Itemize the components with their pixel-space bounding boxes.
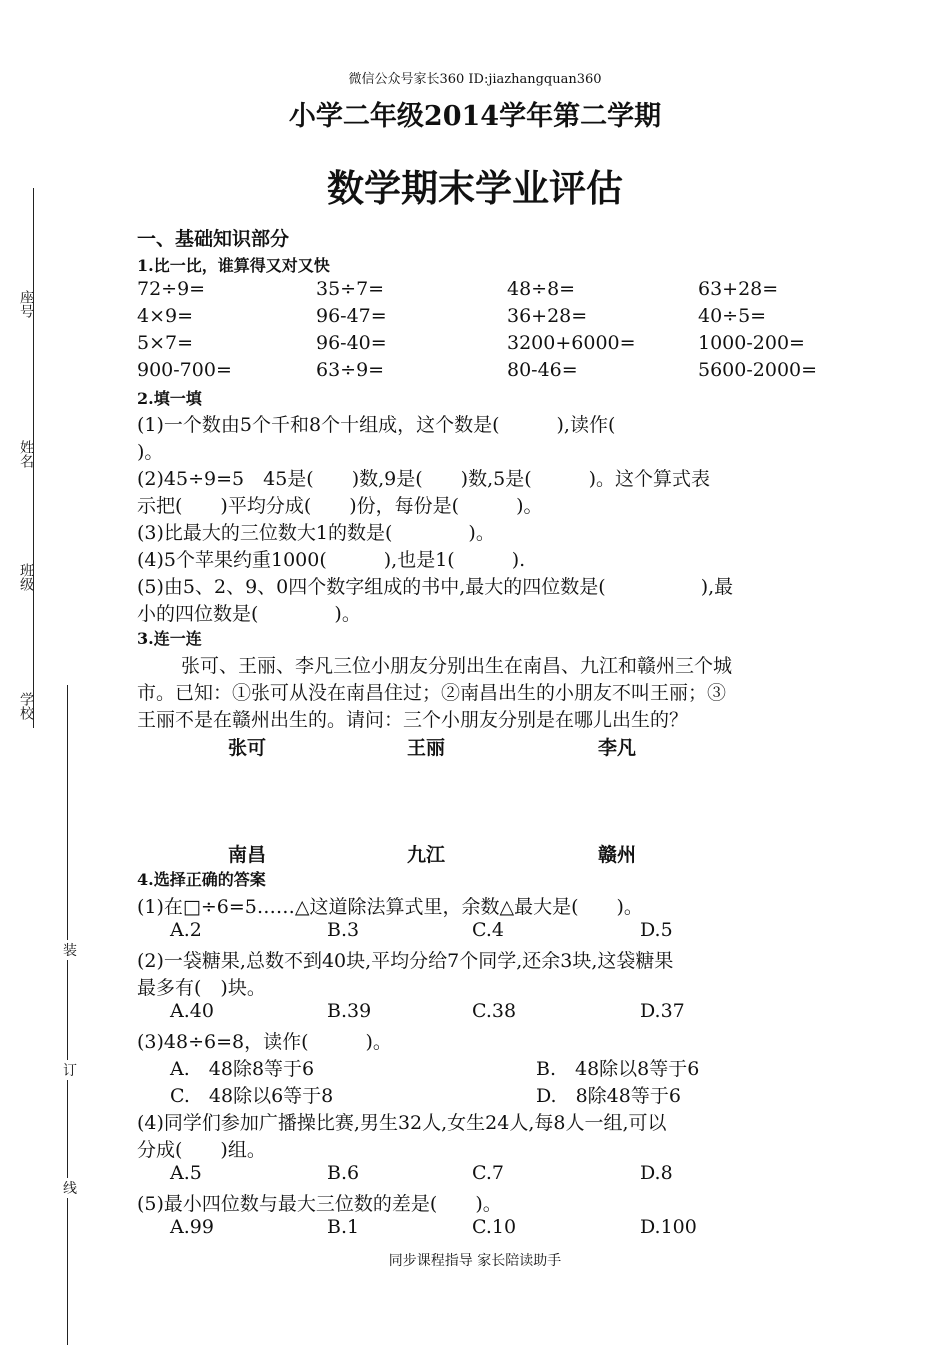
q3-city: 赣州 [598, 844, 637, 866]
q4-option: D.5 [640, 919, 673, 941]
q3-person: 王丽 [407, 737, 446, 759]
q4-p3: (3)48÷6=8，读作( )。 [137, 1031, 392, 1053]
seat-label: 座号 [18, 290, 34, 318]
q2-line: (4)5个苹果约重1000( ),也是1( ). [137, 549, 526, 571]
q1-title: 1.比一比，谁算得又对又快 [137, 256, 330, 275]
binding-line [67, 685, 68, 1345]
q4-option: D. 8除48等于6 [536, 1085, 681, 1107]
q4-option: A.2 [170, 919, 202, 941]
q4-option: B.1 [327, 1216, 360, 1238]
binding-char-zhuang: 装 [63, 940, 77, 960]
q4-option: B. 48除以8等于6 [536, 1058, 700, 1080]
section1-heading: 一、基础知识部分 [137, 228, 290, 250]
q4-option: C.7 [472, 1162, 504, 1184]
q4-p1: (1)在□÷6=5……△这道除法算式里，余数△最大是( )。 [137, 896, 643, 918]
q4-p2: 最多有( )块。 [137, 977, 266, 999]
header-watermark: 微信公众号家长360 ID:jiazhangquan360 [348, 72, 602, 87]
q4-p5: (5)最小四位数与最大三位数的差是( )。 [137, 1193, 502, 1215]
q3-person: 张可 [228, 737, 267, 759]
q4-p4: (4)同学们参加广播操比赛,男生32人,女生24人,每8人一组,可以 [137, 1112, 667, 1134]
q4-option: D.8 [640, 1162, 673, 1184]
q4-option: D.100 [640, 1216, 697, 1238]
q4-p4: 分成( )组。 [137, 1139, 266, 1161]
q3-city: 南昌 [228, 844, 267, 866]
q4-title: 4.选择正确的答案 [137, 870, 266, 889]
footer-text: 同步课程指导 家长陪读助手 [388, 1253, 562, 1269]
q4-option: C.38 [472, 1000, 517, 1022]
q1-cell: 5600-2000= [698, 359, 818, 381]
q1-cell: 72÷9= [137, 278, 206, 300]
q3-line: 市。已知：①张可从没在南昌住过；②南昌出生的小朋友不叫王丽；③ [137, 682, 727, 704]
q1-cell: 36+28= [507, 305, 588, 327]
q1-cell: 96-47= [316, 305, 387, 327]
q3-line: 王丽不是在赣州出生的。请问：三个小朋友分别是在哪儿出生的？ [137, 709, 689, 731]
q4-option: C.10 [472, 1216, 517, 1238]
q1-cell: 35÷7= [316, 278, 385, 300]
q4-option: A. 48除8等于6 [170, 1058, 315, 1080]
q4-option: A.99 [170, 1216, 214, 1238]
binding-char-xian: 线 [63, 1178, 77, 1198]
page-subtitle: 数学期末学业评估 [327, 166, 623, 210]
q2-line: (1)一个数由5个千和8个十组成，这个数是( ),读作( [137, 414, 616, 436]
school-label: 学校 [18, 692, 34, 720]
q1-cell: 4×9= [137, 305, 194, 327]
binding-char-ding: 订 [63, 1060, 77, 1080]
q1-cell: 3200+6000= [507, 332, 636, 354]
name-label: 姓名 [18, 440, 34, 468]
q1-cell: 48÷8= [507, 278, 576, 300]
q2-line: (3)比最大的三位数大1的数是( )。 [137, 522, 495, 544]
q2-line: (5)由5、2、9、0四个数字组成的书中,最大的四位数是( ),最 [137, 576, 734, 598]
q2-line: 示把( )平均分成( )份，每份是( )。 [137, 495, 543, 517]
q2-line: 小的四位数是( )。 [137, 603, 361, 625]
q1-cell: 63÷9= [316, 359, 385, 381]
q4-option: B.6 [327, 1162, 360, 1184]
q1-cell: 900-700= [137, 359, 232, 381]
q2-line: )。 [137, 441, 164, 463]
q2-title: 2.填一填 [137, 389, 202, 408]
q2-line: (2)45÷9=5 45是( )数,9是( )数,5是( )。这个算式表 [137, 468, 711, 490]
q3-person: 李凡 [598, 737, 637, 759]
q4-option: D.37 [640, 1000, 685, 1022]
q4-p2: (2)一袋糖果,总数不到40块,平均分给7个同学,还余3块,这袋糖果 [137, 950, 674, 972]
class-label: 班级 [18, 563, 34, 591]
q4-option: A.40 [170, 1000, 214, 1022]
q4-option: C.4 [472, 919, 504, 941]
q4-option: B.3 [327, 919, 360, 941]
q1-cell: 40÷5= [698, 305, 767, 327]
q1-cell: 5×7= [137, 332, 194, 354]
q4-option: B.39 [327, 1000, 372, 1022]
q4-option: A.5 [170, 1162, 202, 1184]
q3-line: 张可、王丽、李凡三位小朋友分别出生在南昌、九江和赣州三个城 [181, 655, 733, 677]
q3-title: 3.连一连 [137, 629, 202, 648]
q1-cell: 63+28= [698, 278, 779, 300]
q1-cell: 96-40= [316, 332, 387, 354]
q1-cell: 1000-200= [698, 332, 805, 354]
q1-cell: 80-46= [507, 359, 578, 381]
q3-city: 九江 [407, 844, 446, 866]
q4-option: C. 48除以6等于8 [170, 1085, 334, 1107]
page-title: 小学二年级2014学年第二学期 [288, 101, 662, 132]
